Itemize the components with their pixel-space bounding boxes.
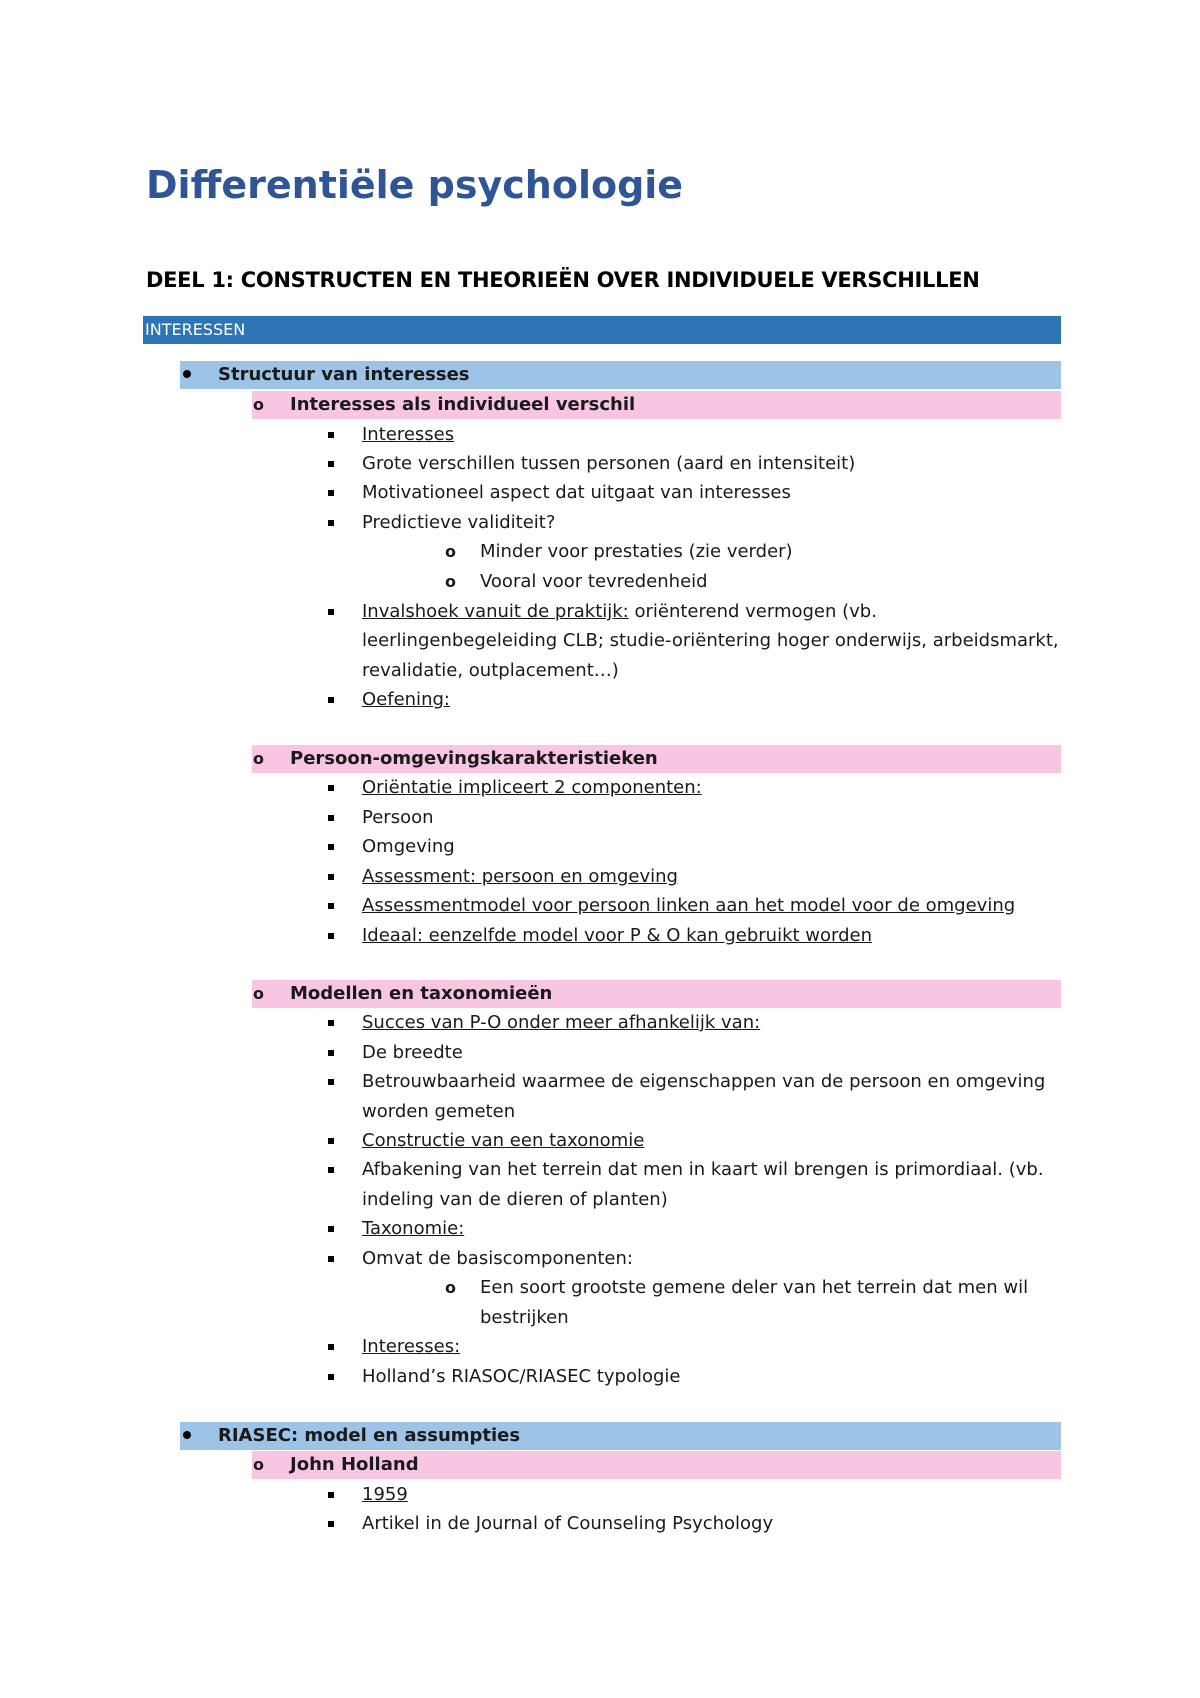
line-text: Interesses: [362,1336,461,1357]
list-item-text [362,1218,464,1240]
list-item-text [362,807,434,829]
list-item-text [362,453,855,475]
line-text: Minder voor prestaties (zie verder) [480,541,793,562]
list-item-text [362,1012,760,1034]
list-item-text [362,424,454,446]
list-item-text [362,1101,515,1123]
list-item-text [480,1277,1028,1299]
bullet-square-icon [328,1374,334,1380]
bullet-square-icon [328,874,334,880]
list-item-text [362,866,678,888]
list-item-text [362,1189,668,1211]
bullet-square-icon [328,815,334,821]
bullet-circle-icon: o [253,395,264,414]
bullet-square-icon [328,1521,334,1527]
heading-2-text [290,394,635,416]
bullet-square-icon [328,697,334,703]
bullet-circle-icon: o [445,572,456,591]
line-text: Structuur van interesses [218,364,470,385]
bullet-square-icon [328,1226,334,1232]
document-title: Differentiële psychologie [146,163,684,207]
list-item-text [362,1366,680,1388]
line-text: Omgeving [362,836,455,857]
bullet-dot-icon [183,370,191,378]
line-text: Modellen en taxonomieën [290,983,553,1004]
bullet-circle-icon: o [253,984,264,1003]
list-item-text [362,1071,1045,1093]
section-bar [143,316,1061,344]
bullet-square-icon [328,1050,334,1056]
line-text: Constructie van een taxonomie [362,1130,645,1151]
line-text: Ideaal: eenzelfde model voor P & O kan gebruikt worden [362,925,873,946]
line-text: worden gemeten [362,1101,516,1122]
bullet-square-icon [328,844,334,850]
list-item-text [362,1130,644,1152]
bullet-square-icon [328,1256,334,1262]
list-item-text [362,1248,633,1270]
heading-1-text [218,364,470,386]
line-text: Betrouwbaarheid waarmee de eigenschappen van de persoon en omgeving [362,1071,1046,1092]
list-item-text [362,660,619,682]
bullet-square-icon [328,1492,334,1498]
bullet-square-icon [328,490,334,496]
heading-1-text [218,1425,520,1447]
line-text: RIASEC: model en assumpties [218,1425,521,1446]
line-text: bestrijken [480,1307,569,1328]
part-heading: DEEL 1: CONSTRUCTEN EN THEORIEËN OVER INDIVIDUELE VERSCHILLEN [146,268,980,292]
list-item-text [362,1484,408,1506]
line-text: Omvat de basiscomponenten: [362,1248,633,1269]
line-text: Artikel in de Journal of Counseling Psychology [362,1513,774,1534]
bullet-square-icon [328,1079,334,1085]
underlined-lead: Invalshoek vanuit de praktijk: [362,601,629,622]
line-text: Grote verschillen tussen personen (aard en intensiteit) [362,453,856,474]
line-text: Holland’s RIASOC/RIASEC typologie [362,1366,681,1387]
bullet-square-icon [328,461,334,467]
line-text: Persoon-omgevingskarakteristieken [290,748,658,769]
list-item-text [362,1042,463,1064]
list-item-text [362,777,702,799]
line-text: indeling van de dieren of planten) [362,1189,668,1210]
line-text: Vooral voor tevredenheid [480,571,708,592]
list-item-text [362,512,555,534]
bullet-square-icon [328,1138,334,1144]
list-item-text [362,1336,460,1358]
list-item-text [362,895,1015,917]
list-item-text [362,836,455,858]
list-item-text [362,689,450,711]
line-text: Persoon [362,807,434,828]
list-item-text [362,630,1059,652]
list-item-text [362,601,877,623]
bullet-square-icon [328,609,334,615]
section-label: INTERESSEN [145,320,246,339]
list-item-text [362,1159,1044,1181]
bullet-circle-icon: o [253,749,264,768]
bullet-square-icon [328,903,334,909]
line-text: Oriëntatie impliceert 2 componenten: [362,777,702,798]
lead-rest: oriënterend vermogen (vb. [628,601,877,622]
line-text: Interesses als individueel verschil [290,394,636,415]
list-item-text [480,571,708,593]
list-item-text [362,482,791,504]
line-text: Afbakening van het terrein dat men in kaart wil brengen is primordiaal. (vb. [362,1159,1044,1180]
line-text: Oefening: [362,689,450,710]
list-item-text [362,925,872,947]
bullet-square-icon [328,933,334,939]
line-text: leerlingenbegeleiding CLB; studie-oriëntering hoger onderwijs, arbeidsmarkt, [362,630,1059,651]
heading-2-text [290,1454,419,1476]
list-item-text [480,541,793,563]
line-text: Assessmentmodel voor persoon linken aan het model voor de omgeving [362,895,1016,916]
heading-2-text [290,983,552,1005]
bullet-circle-icon: o [445,1278,456,1297]
line-text: Predictieve validiteit? [362,512,556,533]
line-text: 1959 [362,1484,408,1505]
line-text: Succes van P-O onder meer afhankelijk van: [362,1012,761,1033]
list-item-text [362,1513,773,1535]
list-item-text [480,1307,569,1329]
line-text: revalidatie, outplacement…) [362,660,619,681]
heading-2-text [290,748,658,770]
line-text: Interesses [362,424,455,445]
bullet-circle-icon: o [445,542,456,561]
line-text: Motivationeel aspect dat uitgaat van interesses [362,482,791,503]
line-text: Een soort grootste gemene deler van het terrein dat men wil [480,1277,1029,1298]
bullet-dot-icon [183,1431,191,1439]
bullet-square-icon [328,1344,334,1350]
bullet-square-icon [328,520,334,526]
line-text: De breedte [362,1042,463,1063]
bullet-square-icon [328,785,334,791]
line-text: John Holland [290,1454,419,1475]
bullet-square-icon [328,1167,334,1173]
bullet-square-icon [328,1020,334,1026]
line-text: Taxonomie: [362,1218,465,1239]
bullet-square-icon [328,432,334,438]
bullet-circle-icon: o [253,1455,264,1474]
line-text: Assessment: persoon en omgeving [362,866,678,887]
